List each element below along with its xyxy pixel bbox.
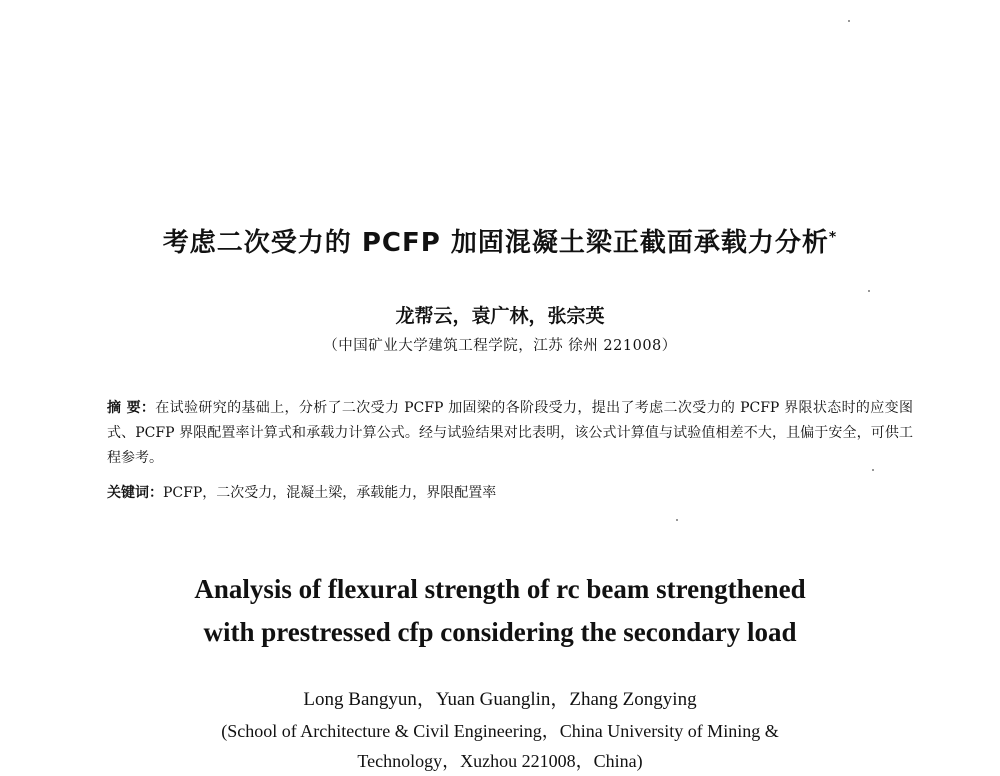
- chinese-keywords: [107, 481, 913, 506]
- scan-speck: [676, 519, 678, 521]
- scan-speck: [848, 20, 850, 22]
- title-footnote-mark: *: [828, 229, 838, 246]
- keywords-text: PCFP，二次受力，混凝土梁，承载能力，界限配置率: [163, 485, 497, 501]
- chinese-abstract: [107, 396, 913, 471]
- english-affiliation-line-1: (School of Architecture & Civil Engineering，China University of Mining &: [221, 721, 779, 741]
- scan-speck: [868, 290, 870, 292]
- english-title-line-1: Analysis of flexural strength of rc beam strengthened: [194, 574, 806, 604]
- english-affiliation-line-2: Technology，Xuzhou 221008，China): [357, 751, 643, 771]
- chinese-title: [0, 222, 1000, 259]
- scan-speck: [872, 469, 874, 471]
- english-authors: Long Bangyun，Yuan Guanglin，Zhang Zongying: [303, 689, 697, 710]
- chinese-authors: 龙帮云，袁广林，张宗英: [395, 305, 605, 327]
- english-affiliation: [0, 716, 1000, 776]
- english-title: [0, 568, 1000, 654]
- chinese-affiliation: （中国矿业大学建筑工程学院，江苏 徐州 221008）: [323, 338, 677, 354]
- abstract-text: 在试验研究的基础上，分析了二次受力 PCFP 加固梁的各阶段受力，提出了考虑二次受力的 PCFP 界限状态时的应变图式、PCFP 界限配置率计算式和承载力计算公式。经与试验结果对比表明，该公式计算值与试验值相差不大，且偏于安全，可供工程参考。: [107, 400, 913, 466]
- english-title-line-2: with prestressed cfp considering the secondary load: [203, 617, 797, 647]
- abstract-label: 摘 要：: [107, 400, 156, 416]
- keywords-label: 关键词：: [107, 485, 163, 501]
- chinese-title-text: 考虑二次受力的 PCFP 加固混凝土梁正截面承载力分析: [162, 228, 829, 258]
